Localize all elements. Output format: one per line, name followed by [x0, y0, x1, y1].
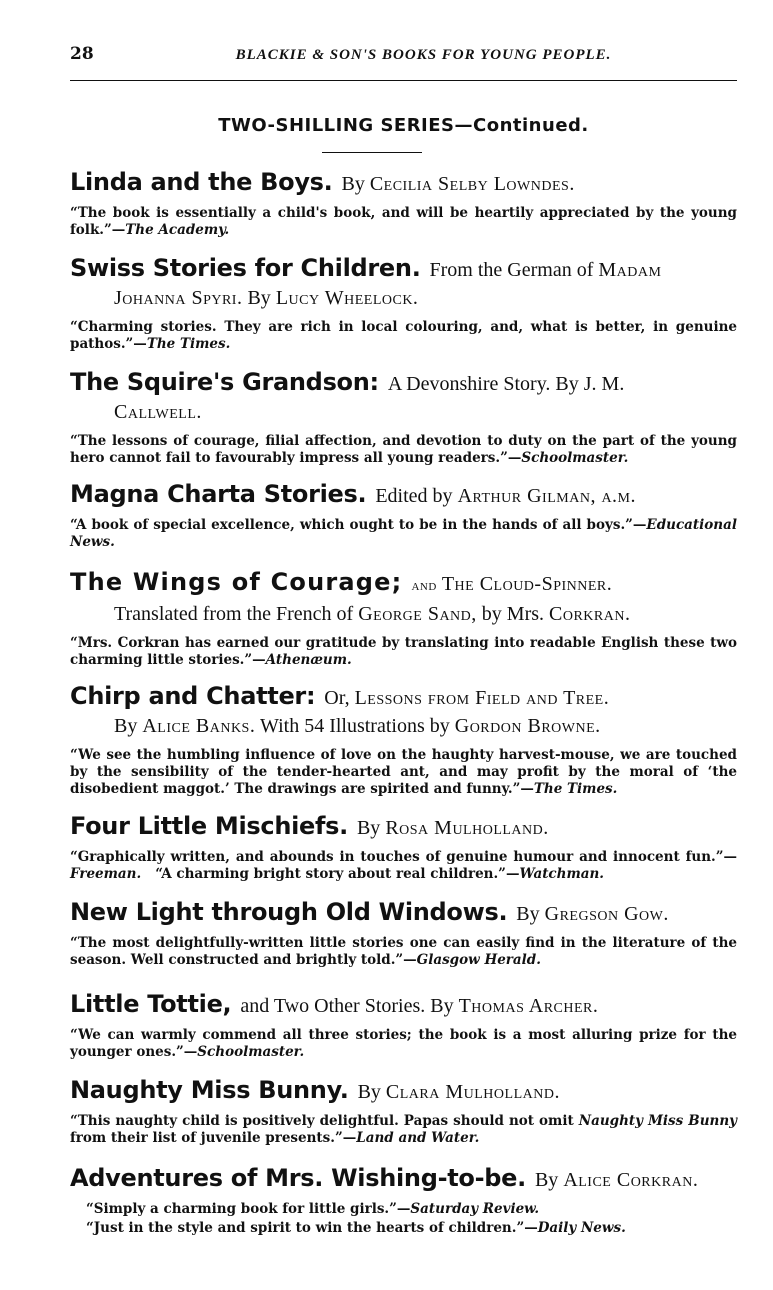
book-title: Little Tottie, — [70, 990, 232, 1018]
review-quote: “We see the humbling influence of love on the haughty harvest-mouse, we are touched by the sensibility of the tender-hearted ant, and may profit by the moral of ‘the disobedient maggot.’ The drawings are spirited and funny.”—The Times. — [70, 747, 737, 797]
book-entry-new-light: New Light through Old Windows. By Gregson Gow. “The most delightfully-written little stories one can easily find in the literature of the season. Well constructed and brightly told.”—Glasgow Herald. — [70, 898, 737, 968]
series-title: TWO-SHILLING SERIES—Continued. — [218, 115, 589, 136]
book-entry-magna: Magna Charta Stories. Edited by Arthur Gilman, a.m. “A book of special excellence, which ought to be in the hands of all boys.”—Educational News. — [70, 480, 737, 550]
book-author: Arthur Gilman, a.m. — [457, 485, 636, 507]
running-head — [70, 44, 737, 68]
book-title: Naughty Miss Bunny. — [70, 1076, 349, 1104]
book-title: Chirp and Chatter: — [70, 682, 316, 710]
book-title: Magna Charta Stories. — [70, 480, 367, 508]
review-quote: “The lessons of courage, filial affection, and devotion to duty on the part of the young hero cannot fail to favourably impress all young readers.”—Schoolmaster. — [70, 433, 737, 466]
book-title: New Light through Old Windows. — [70, 898, 508, 926]
book-author: Gregson Gow. — [544, 903, 669, 925]
book-author: Rosa Mulholland. — [385, 817, 549, 839]
book-author: Callwell. — [114, 401, 202, 423]
book-title: The Squire's Grandson: — [70, 368, 379, 396]
book-entry-mischiefs: Four Little Mischiefs. By Rosa Mulholland. “Graphically written, and abounds in touches of genuine humour and innocent fun.”—Freeman. “A charming bright story about real children.”—Watchman. — [70, 812, 737, 882]
book-entry-wishing: Adventures of Mrs. Wishing-to-be. By Alice Corkran. “Simply a charming book for little girls.”—Saturday Review. “Just in the style and spirit to win the hearts of children.”—Daily News. — [70, 1164, 737, 1237]
book-title: Linda and the Boys. — [70, 168, 333, 196]
book-author: Thomas Archer. — [458, 995, 599, 1017]
series-rule — [322, 152, 422, 153]
book-entry-chirp: Chirp and Chatter: Or, Lessons from Field and Tree. By Alice Banks. With 54 Illustrations by Gordon Browne. “We see the humbling influence of love on the haughty harvest-mouse, we are touched by the sensibility of the tender-hearted ant, and may profit by the moral of ‘the disobedient maggot.’ The drawings are spirited and funny.”—The Times. — [70, 682, 737, 797]
book-title: The Wings of Courage; — [70, 568, 403, 596]
book-entry-swiss: Swiss Stories for Children. From the German of Madam Johanna Spyri. By Lucy Wheelock. “Charming stories. They are rich in local colouring, and, what is better, in genuine pathos.”—The Times. — [70, 254, 737, 352]
book-entry-squire: The Squire's Grandson: A Devonshire Story. By J. M. Callwell. “The lessons of courage, filial affection, and devotion to duty on the part of the young hero cannot fail to favourably impress all young readers.”—Schoolmaster. — [70, 368, 737, 466]
review-quote: “Just in the style and spirit to win the hearts of children.”—Daily News. — [86, 1220, 626, 1236]
book-author: Clara Mulholland. — [385, 1081, 560, 1103]
review-quote: “Mrs. Corkran has earned our gratitude by translating into readable English these two charming little stories.”—Athenæum. — [70, 635, 737, 668]
review-quote: “Charming stories. They are rich in local colouring, and, what is better, in genuine pathos.”—The Times. — [70, 319, 737, 352]
page-number: 28 — [70, 44, 94, 64]
book-author: Cecilia Selby Lowndes. — [369, 173, 575, 195]
review-quote: “Graphically written, and abounds in touches of genuine humour and innocent fun.”—Freeman. “A charming bright story about real children.”—Watchman. — [70, 849, 737, 882]
review-quote: “The most delightfully-written little stories one can easily find in the literature of the season. Well constructed and brightly told.”—Glasgow Herald. — [70, 935, 737, 968]
book-entry-wings: The Wings of Courage; and The Cloud-Spinner. Translated from the French of George Sand, by Mrs. Corkran. “Mrs. Corkran has earned our gratitude by translating into readable English these two charming little stories.”—Athenæum. — [70, 568, 737, 668]
book-author: Alice Corkran. — [563, 1169, 699, 1191]
book-entry-linda: Linda and the Boys. By Cecilia Selby Lowndes. “The book is essentially a child's book, and will be heartily appreciated by the young folk.”—The Academy. — [70, 168, 737, 238]
book-title: Adventures of Mrs. Wishing-to-be. — [70, 1164, 526, 1192]
review-quote: “Simply a charming book for little girls.”—Saturday Review. — [86, 1201, 540, 1217]
review-quote: “We can warmly commend all three stories; the book is a most alluring prize for the younger ones.”—Schoolmaster. — [70, 1027, 737, 1060]
review-quote: “This naughty child is positively delightful. Papas should not omit Naughty Miss Bunny from their list of juvenile presents.”—Land and Water. — [70, 1113, 737, 1146]
header-rule — [70, 80, 737, 81]
book-entry-bunny: Naughty Miss Bunny. By Clara Mulholland. “This naughty child is positively delightful. Papas should not omit Naughty Miss Bunny from their list of juvenile presents.”—Land and Water. — [70, 1076, 737, 1146]
book-title: Swiss Stories for Children. — [70, 254, 421, 282]
review-quote: “A book of special excellence, which ought to be in the hands of all boys.”—Educational News. — [70, 517, 737, 550]
book-entry-tottie: Little Tottie, and Two Other Stories. By Thomas Archer. “We can warmly commend all three stories; the book is a most alluring prize for the younger ones.”—Schoolmaster. — [70, 990, 737, 1060]
review-quote: “The book is essentially a child's book, and will be heartily appreciated by the young folk.”—The Academy. — [70, 205, 737, 238]
running-title: BLACKIE & SON'S BOOKS FOR YOUNG PEOPLE. — [235, 47, 612, 63]
book-title: Four Little Mischiefs. — [70, 812, 348, 840]
